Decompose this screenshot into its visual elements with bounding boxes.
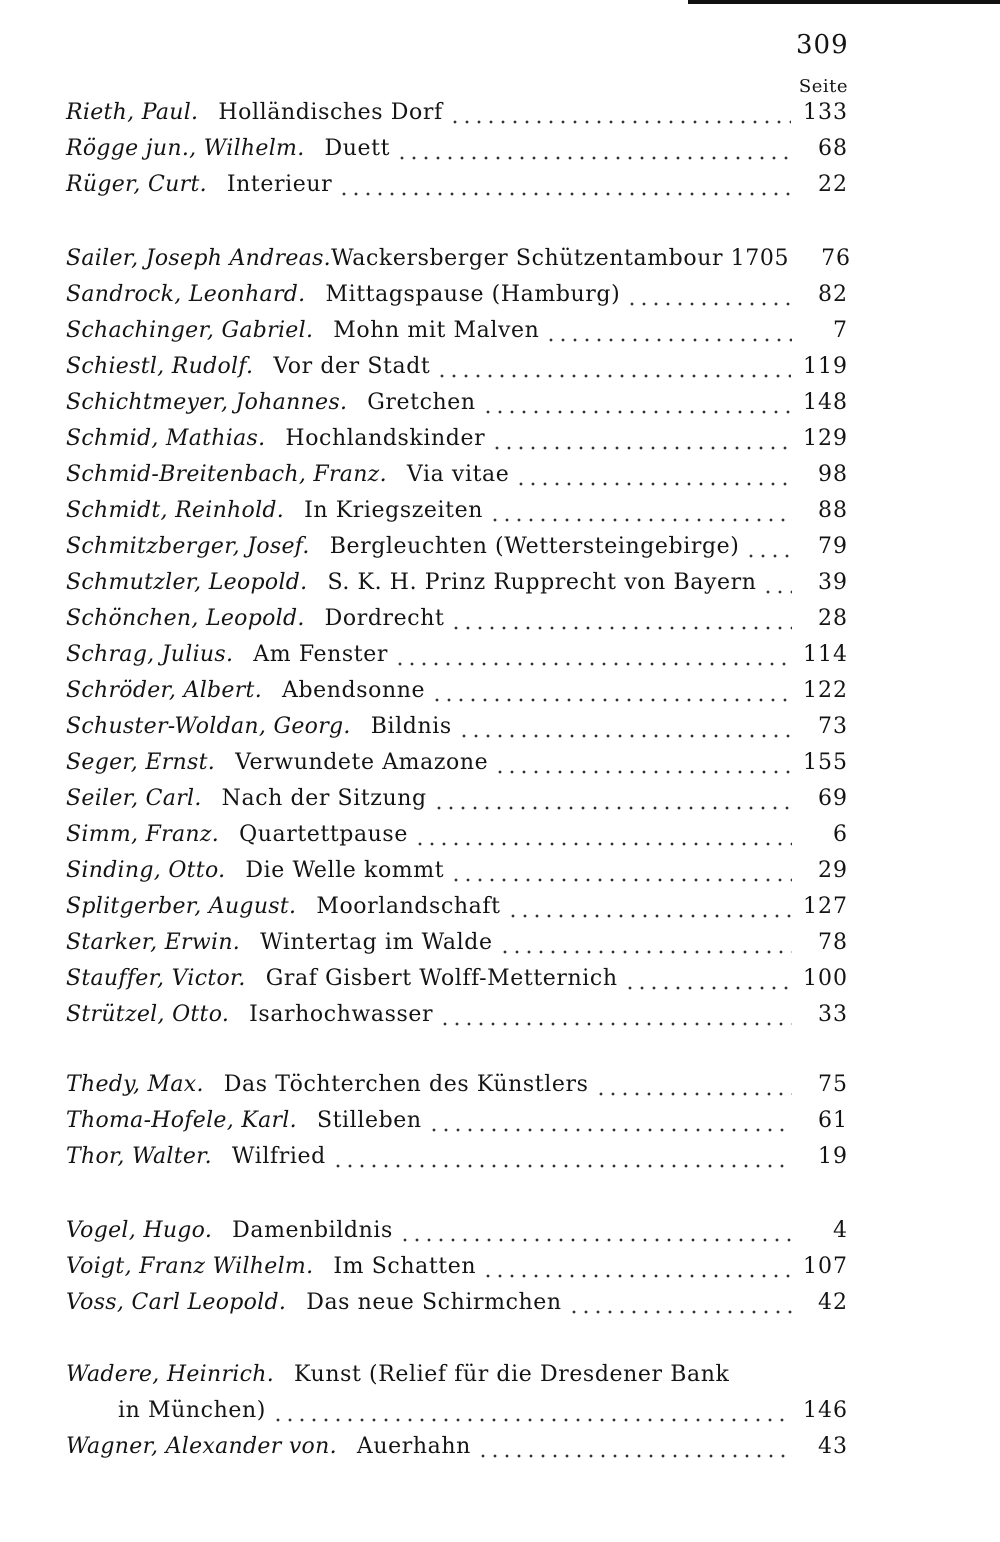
dot-leader [450,615,792,631]
index-entry [66,822,848,856]
artist-name: Schichtmeyer, Johannes. [66,390,348,415]
artist-name: Sailer, Joseph Andreas. [66,246,331,271]
dot-leader [482,399,791,415]
page-reference: 4 [833,1218,848,1243]
artist-name: Voigt, Franz Wilhelm. [66,1254,314,1279]
artist-name: Sinding, Otto. [66,858,226,883]
artwork-title: Das neue Schirmchen [306,1290,562,1315]
page-reference: 7 [833,318,848,343]
page-reference: 114 [803,642,848,667]
dot-leader [545,327,792,343]
artwork-title: Wackersberger Schützentambour 1705 [330,246,790,271]
index-entry [66,678,848,712]
dot-leader [414,831,792,847]
artwork-title: Holländisches Dorf [218,100,443,125]
index-entry [66,462,848,496]
dot-leader [433,795,792,811]
dot-leader [431,687,791,703]
artwork-title: S. K. H. Prinz Rupprecht von Bayern [327,570,757,595]
dot-leader [626,291,792,307]
index-entry [66,714,848,748]
index-entry [66,1002,848,1036]
artwork-title: Wintertag im Walde [260,930,493,955]
artwork-title: Auerhahn [356,1434,471,1459]
dot-leader [394,651,791,667]
page-reference: 78 [818,930,848,955]
artist-name: Thoma-Hofele, Karl. [66,1108,297,1133]
index-entry [66,930,848,964]
artwork-title: Nach der Sitzung [221,786,427,811]
page-reference: 22 [818,172,848,197]
index-entry [66,534,848,568]
artist-name: Thedy, Max. [66,1072,204,1097]
page-reference: 122 [803,678,848,703]
artwork-title: Das Töchterchen des Künstlers [223,1072,589,1097]
index-entry [66,1218,848,1252]
index-entry [66,1072,848,1106]
index-entry [66,642,848,676]
artist-name: Rögge jun., Wilhelm. [66,136,305,161]
index-entry [66,606,848,640]
dot-leader [568,1299,792,1315]
dot-leader [745,543,792,559]
page-reference: 75 [818,1072,848,1097]
index-entry [66,858,848,892]
page-reference: 88 [818,498,848,523]
page-reference: 68 [818,136,848,161]
dot-leader [396,145,792,161]
page-reference: 100 [803,966,848,991]
dot-leader [595,1081,792,1097]
dot-leader [477,1443,792,1459]
artwork-title: Bergleuchten (Wettersteingebirge) [329,534,740,559]
dot-leader [494,759,791,775]
artwork-title: Mittagspause (Hamburg) [325,282,621,307]
artist-name: Wagner, Alexander von. [66,1434,337,1459]
artist-name: Seiler, Carl. [66,786,202,811]
dot-leader [399,1227,792,1243]
page-reference: 29 [818,858,848,883]
dot-leader [458,723,792,739]
artwork-title: Im Schatten [333,1254,477,1279]
artwork-title: Graf Gisbert Wolff-Metternich [265,966,618,991]
artwork-title: Stilleben [316,1108,422,1133]
artwork-title: Via vitae [406,462,510,487]
page-reference: 69 [818,786,848,811]
page-number: 309 [796,30,849,60]
artist-name: Sandrock, Leonhard. [66,282,306,307]
page-reference: 76 [821,246,852,271]
index-entry [66,426,848,460]
dot-leader [338,181,792,197]
index-entry [66,390,848,424]
page-reference: 73 [818,714,848,739]
index-entry [66,786,848,820]
artwork-title: Interieur [226,172,333,197]
artist-name: Strützel, Otto. [66,1002,230,1027]
artist-name: Rüger, Curt. [66,172,207,197]
artwork-title: Mohn mit Malven [333,318,540,343]
dot-leader [272,1407,791,1423]
artist-name: Stauffer, Victor. [66,966,246,991]
artwork-title: Gretchen [367,390,476,415]
page-reference: 79 [818,534,848,559]
dot-leader [436,363,791,379]
artwork-title: Kunst (Relief für die Dresdener Bank [294,1362,730,1387]
artist-name: Rieth, Paul. [66,100,199,125]
artwork-title: Verwundete Amazone [235,750,489,775]
index-entry [66,246,852,280]
artist-name: Schiestl, Rudolf. [66,354,254,379]
index-entry [66,282,848,316]
artwork-title: Bildnis [370,714,452,739]
index-entry [66,1254,848,1288]
page-reference: 107 [803,1254,848,1279]
index-entry [66,318,848,352]
page-reference: 127 [803,894,848,919]
artwork-title: Am Fenster [253,642,388,667]
page-reference: 98 [818,462,848,487]
index-entry [66,354,848,388]
artwork-title: Dordrecht [324,606,445,631]
artwork-title: Die Welle kommt [245,858,445,883]
page-reference: 19 [818,1144,848,1169]
artist-name: Schröder, Albert. [66,678,262,703]
artist-name: Schmid-Breitenbach, Franz. [66,462,387,487]
page-reference: 39 [818,570,848,595]
artist-name: Starker, Erwin. [66,930,241,955]
index-entry [66,570,848,604]
dot-leader [762,579,792,595]
index-entry [66,966,848,1000]
dot-leader [499,939,792,955]
artist-name: Simm, Franz. [66,822,220,847]
index-entry [66,1144,848,1178]
dot-leader [489,507,792,523]
top-rule [688,0,1000,4]
artist-name: Schmitzberger, Josef. [66,534,310,559]
page-reference: 155 [803,750,848,775]
dot-leader [450,867,792,883]
page-reference: 119 [803,354,848,379]
page-reference: 82 [818,282,848,307]
index-entry [66,498,848,532]
artwork-title: Hochlandskinder [285,426,486,451]
dot-leader [491,435,791,451]
dot-leader [515,471,792,487]
page-reference: 33 [818,1002,848,1027]
artwork-title: Moorlandschaft [316,894,501,919]
artwork-title: Isarhochwasser [249,1002,434,1027]
artist-name: Voss, Carl Leopold. [66,1290,287,1315]
index-entry [66,136,848,170]
dot-leader [428,1117,792,1133]
artwork-title: Duett [324,136,391,161]
page-reference: 43 [818,1434,848,1459]
index-entry [66,894,848,928]
page-reference: 6 [833,822,848,847]
artwork-title: Abendsonne [282,678,426,703]
artwork-title: Quartettpause [239,822,408,847]
index-entry [66,172,848,206]
artist-name: Splitgerber, August. [66,894,297,919]
page-reference: 42 [818,1290,848,1315]
artist-name: Schmidt, Reinhold. [66,498,285,523]
page-reference: 133 [803,100,848,125]
dot-leader [624,975,791,991]
artist-name: Seger, Ernst. [66,750,216,775]
page-reference: 148 [803,390,848,415]
dot-leader [449,109,791,125]
artist-name: Schrag, Julius. [66,642,234,667]
index-entry [66,1290,848,1324]
page-reference: 61 [818,1108,848,1133]
page-reference: 129 [803,426,848,451]
artist-name: Schuster-Woldan, Georg. [66,714,351,739]
page-reference: 146 [803,1398,848,1423]
artist-name: Schönchen, Leopold. [66,606,305,631]
artist-name: Schmid, Mathias. [66,426,266,451]
dot-leader [332,1153,792,1169]
artist-name: Vogel, Hugo. [66,1218,213,1243]
dot-leader [439,1011,792,1027]
dot-leader [482,1263,791,1279]
index-entry [66,100,848,134]
artist-name: Wadere, Heinrich. [66,1362,274,1387]
dot-leader [507,903,791,919]
artist-name: Thor, Walter. [66,1144,212,1169]
index-entry [66,1108,848,1142]
index-entry [66,1434,848,1468]
page-reference: 28 [818,606,848,631]
index-entry [66,1362,848,1396]
index-entry [66,750,848,784]
page-column-header: Seite [798,76,848,97]
artwork-title: Wilfried [231,1144,326,1169]
artist-name: Schmutzler, Leopold. [66,570,308,595]
artwork-title: Vor der Stadt [273,354,431,379]
artwork-title: In Kriegszeiten [304,498,484,523]
index-entry-continuation [118,1398,848,1432]
artist-name: Schachinger, Gabriel. [66,318,314,343]
artwork-title-continuation: in München) [118,1398,266,1423]
artwork-title: Damenbildnis [232,1218,393,1243]
